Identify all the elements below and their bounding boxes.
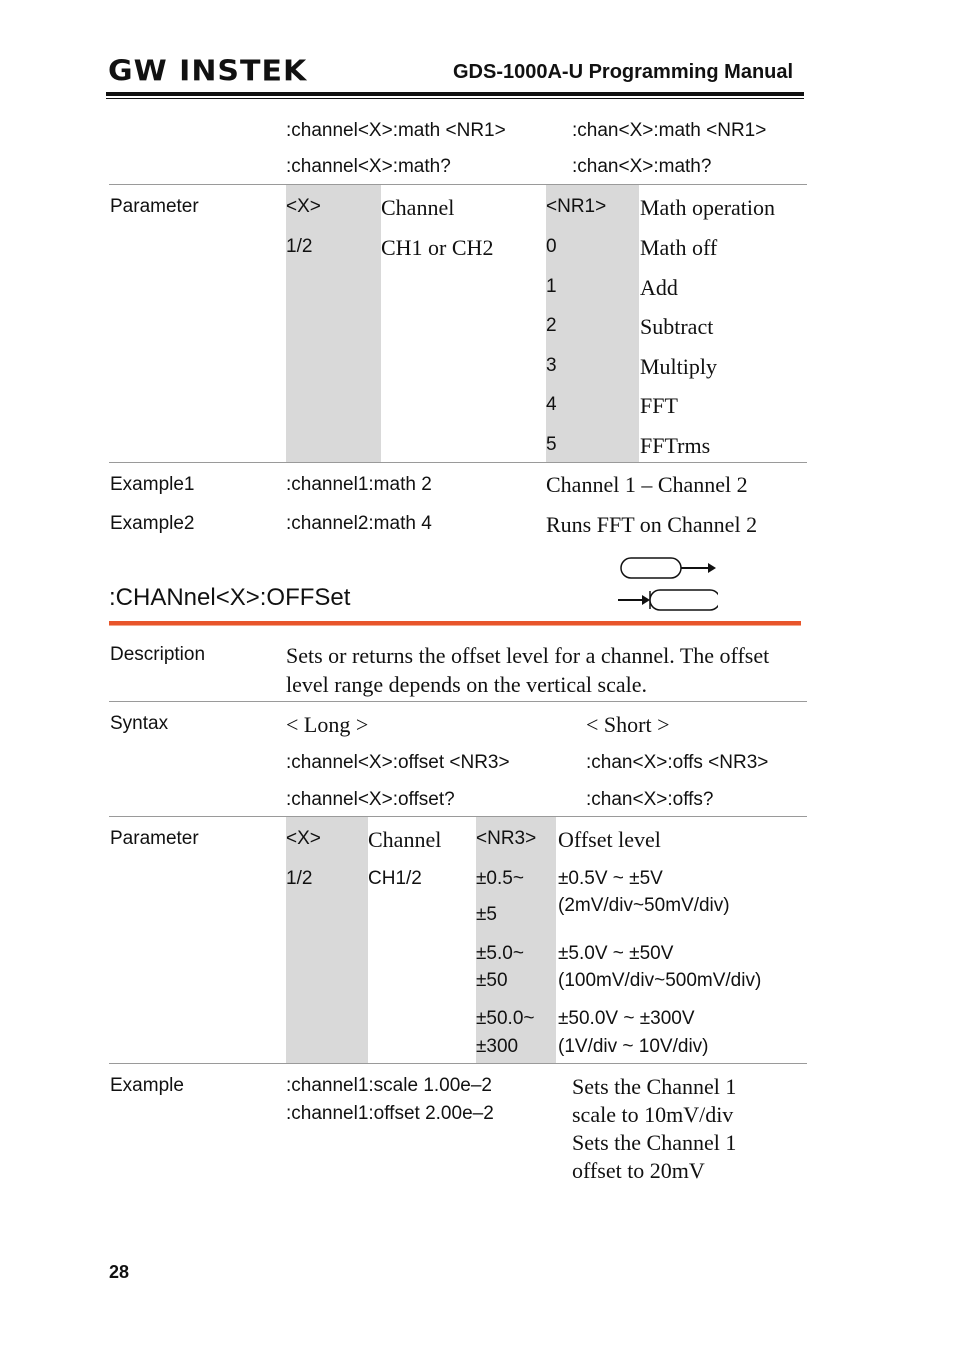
offset-syntax-short-query: :chan<X>:offs? bbox=[586, 789, 714, 810]
offset-example-result: Sets the Channel 1 bbox=[572, 1074, 737, 1099]
offset-syntax-long-query: :channel<X>:offset? bbox=[286, 789, 455, 810]
section-title: :CHANnel<X>:OFFSet bbox=[109, 584, 351, 611]
nr3-range-desc: (2mV/div~50mV/div) bbox=[558, 895, 730, 916]
math-syntax-long-set: :channel<X>:math <NR1> bbox=[286, 120, 506, 141]
set-arrow-icon bbox=[618, 590, 718, 610]
example1-label: Example1 bbox=[110, 474, 195, 495]
math-x-header-desc: Channel bbox=[381, 195, 455, 220]
example1-result: Channel 1 – Channel 2 bbox=[546, 472, 748, 497]
nr3-range-desc: (1V/div ~ 10V/div) bbox=[558, 1036, 709, 1057]
syntax-label: Syntax bbox=[110, 713, 169, 734]
offset-example-result: Sets the Channel 1 bbox=[572, 1130, 737, 1155]
nr3-range-value: ±5.0~ bbox=[476, 943, 524, 964]
offset-nr3-header-desc: Offset level bbox=[558, 827, 661, 852]
param-shade-nr1 bbox=[546, 185, 639, 462]
nr3-range-value: ±50 bbox=[476, 970, 508, 991]
offset-x-value-desc: CH1/2 bbox=[368, 868, 422, 889]
divider bbox=[109, 701, 807, 702]
query-arrow-icon bbox=[621, 558, 716, 578]
nr3-range-value: ±50.0~ bbox=[476, 1008, 535, 1029]
nr1-code: 0 bbox=[546, 236, 557, 257]
param-shade-x bbox=[286, 185, 381, 462]
nr3-range-desc: ±5.0V ~ ±50V bbox=[558, 943, 674, 964]
example1-command: :channel1:math 2 bbox=[286, 474, 432, 495]
brand-logo: GW INSTEK bbox=[108, 54, 308, 89]
example2-label: Example2 bbox=[110, 513, 195, 534]
offset-x-value: 1/2 bbox=[286, 868, 313, 889]
header-rule bbox=[106, 92, 804, 96]
set-query-icon bbox=[618, 555, 718, 613]
example2-command: :channel2:math 4 bbox=[286, 513, 432, 534]
nr1-code: 5 bbox=[546, 434, 557, 455]
offset-example-label: Example bbox=[110, 1075, 184, 1096]
nr1-desc: Math off bbox=[640, 235, 718, 260]
offset-param-label: Parameter bbox=[110, 828, 199, 849]
nr3-range-value: ±300 bbox=[476, 1036, 519, 1057]
offset-syntax-short-set: :chan<X>:offs <NR3> bbox=[586, 752, 769, 773]
nr1-code: 2 bbox=[546, 315, 557, 336]
nr3-range-value: ±0.5~ bbox=[476, 868, 524, 889]
math-nr1-header-desc: Math operation bbox=[640, 195, 776, 220]
nr3-range-value: ±5 bbox=[476, 904, 497, 925]
math-nr1-header: <NR1> bbox=[546, 196, 607, 217]
divider bbox=[109, 462, 807, 463]
nr1-code: 3 bbox=[546, 355, 557, 376]
math-syntax-short-set: :chan<X>:math <NR1> bbox=[572, 120, 767, 141]
offset-syntax-long-set: :channel<X>:offset <NR3> bbox=[286, 752, 510, 773]
nr1-desc: FFTrms bbox=[640, 433, 711, 458]
syntax-short-header: < Short > bbox=[586, 712, 670, 737]
nr1-desc: Subtract bbox=[640, 314, 714, 339]
math-x-value: 1/2 bbox=[286, 236, 313, 257]
divider bbox=[109, 816, 807, 817]
nr1-code: 4 bbox=[546, 394, 557, 415]
divider bbox=[109, 1063, 807, 1064]
math-syntax-long-query: :channel<X>:math? bbox=[286, 156, 451, 177]
page-number: 28 bbox=[109, 1262, 130, 1282]
offset-example-command: :channel1:offset 2.00e–2 bbox=[286, 1103, 494, 1124]
nr1-desc: Multiply bbox=[640, 354, 718, 379]
description-label: Description bbox=[110, 644, 206, 665]
offset-example-result: scale to 10mV/div bbox=[572, 1102, 734, 1127]
offset-example-command: :channel1:scale 1.00e–2 bbox=[286, 1075, 492, 1096]
syntax-long-header: < Long > bbox=[286, 712, 369, 737]
nr1-desc: Add bbox=[640, 275, 678, 300]
math-x-header: <X> bbox=[286, 196, 321, 217]
nr3-range-desc: ±50.0V ~ ±300V bbox=[558, 1008, 695, 1029]
nr1-code: 1 bbox=[546, 276, 557, 297]
nr3-range-desc: (100mV/div~500mV/div) bbox=[558, 970, 762, 991]
offset-nr3-header: <NR3> bbox=[476, 828, 537, 849]
header-rule-thin bbox=[106, 98, 804, 99]
offset-x-header-desc: Channel bbox=[368, 827, 442, 852]
section-rule-light bbox=[109, 625, 801, 626]
example2-result: Runs FFT on Channel 2 bbox=[546, 512, 758, 537]
offset-example-result: offset to 20mV bbox=[572, 1158, 705, 1183]
divider bbox=[109, 184, 807, 185]
offset-x-header: <X> bbox=[286, 828, 321, 849]
math-x-value-desc: CH1 or CH2 bbox=[381, 235, 494, 260]
document-title: GDS-1000A-U Programming Manual bbox=[453, 61, 794, 83]
math-syntax-short-query: :chan<X>:math? bbox=[572, 156, 712, 177]
description-text: Sets or returns the offset level for a channel. The offset level range depends on the vertical scale. bbox=[286, 643, 770, 697]
param-shade-x bbox=[286, 817, 368, 1063]
nr3-range-desc: ±0.5V ~ ±5V bbox=[558, 868, 663, 889]
nr1-desc: FFT bbox=[640, 393, 678, 418]
math-param-label: Parameter bbox=[110, 196, 199, 217]
